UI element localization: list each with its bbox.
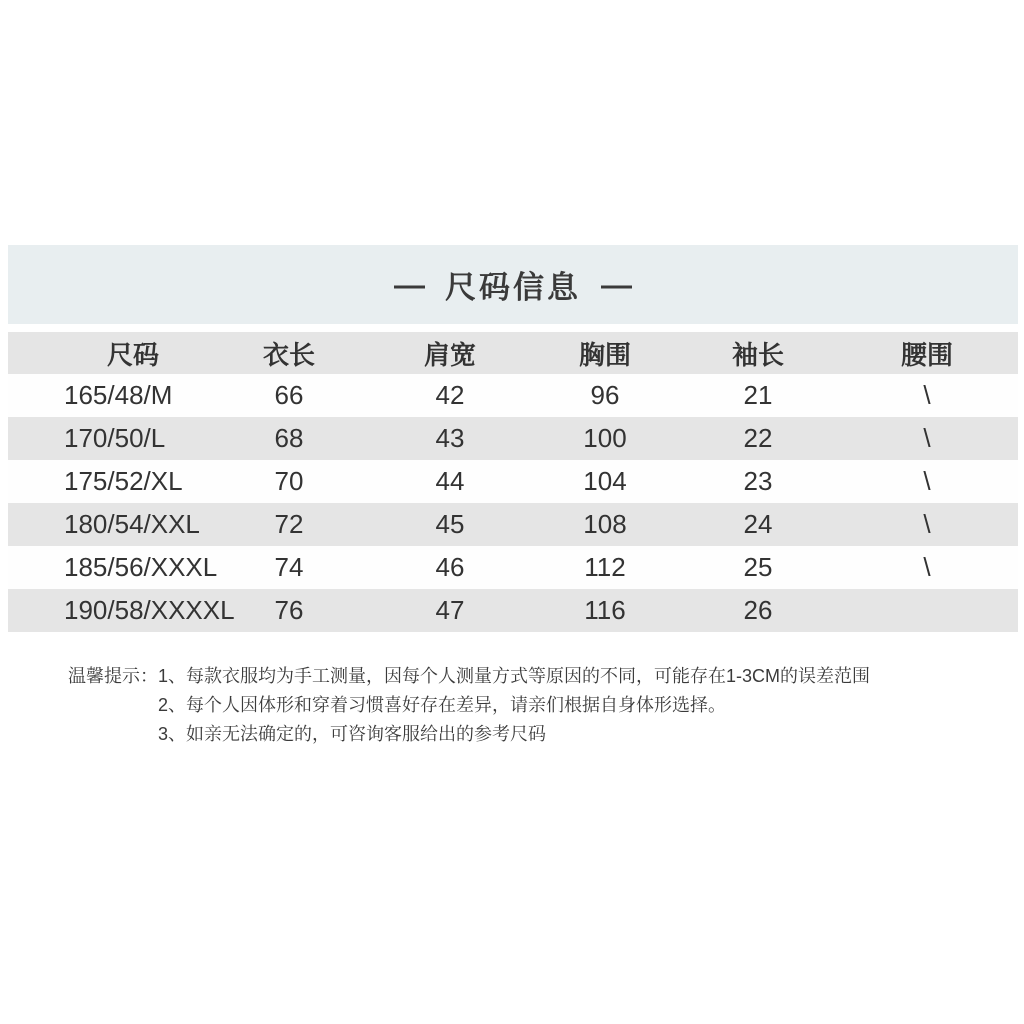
title-dash-right: — [601, 267, 632, 302]
garment-length-cell: 74 [274, 552, 304, 582]
shoulder-width-cell: 45 [435, 509, 465, 539]
garment-length-cell: 72 [274, 509, 304, 539]
warm-tip-item: 3、如亲无法确定的，可咨询客服给出的参考尺码 [158, 724, 547, 744]
column-header-garment-length: 衣长 [262, 339, 315, 370]
warm-tip-item: 1、每款衣服均为手工测量，因每个人测量方式等原因的不同，可能存在1-3CM的误差范围 [158, 666, 871, 686]
size-cell: 165/48/M [64, 380, 173, 410]
page-title: 尺码信息 [445, 270, 581, 305]
warm-tip-item: 2、每个人因体形和穿着习惯喜好存在差异，请亲们根据自身体形选择。 [158, 695, 727, 715]
warm-tips-list [158, 662, 870, 749]
shoulder-width-cell: 42 [435, 380, 465, 410]
shoulder-width-cell: 43 [435, 423, 465, 453]
garment-length-cell: 76 [274, 595, 304, 625]
chest-cell: 100 [583, 423, 627, 453]
title-dash-left: — [394, 267, 425, 302]
size-table [8, 332, 1018, 632]
size-cell: 170/50/L [64, 423, 166, 453]
sleeve-length-cell: 24 [743, 509, 773, 539]
sleeve-length-cell: 23 [743, 466, 773, 496]
chest-cell: 116 [584, 595, 626, 625]
column-header-chest: 胸围 [578, 339, 631, 370]
chest-cell: 104 [583, 466, 627, 496]
waist-cell: \ [923, 552, 931, 582]
shoulder-width-cell: 44 [435, 466, 465, 496]
waist-cell [836, 589, 1018, 632]
chest-cell: 96 [590, 380, 620, 410]
garment-length-cell: 68 [274, 423, 304, 453]
size-cell: 190/58/XXXXL [64, 595, 235, 625]
size-cell: 180/54/XXL [64, 509, 200, 539]
garment-length-cell: 70 [274, 466, 304, 496]
table-header-row [8, 332, 1018, 374]
column-header-sleeve-length: 袖长 [731, 339, 784, 370]
waist-cell: \ [923, 466, 931, 496]
table-row [8, 374, 1018, 417]
title-band [8, 245, 1018, 324]
warm-tips-label: 温馨提示： [68, 666, 158, 686]
column-header-shoulder-width: 肩宽 [423, 339, 476, 370]
garment-length-cell: 66 [274, 380, 304, 410]
warm-tips [8, 662, 1018, 749]
size-cell: 175/52/XL [64, 466, 183, 496]
sleeve-length-cell: 21 [743, 380, 773, 410]
table-row [8, 417, 1018, 460]
size-cell: 185/56/XXXL [64, 552, 218, 582]
waist-cell: \ [923, 423, 931, 453]
column-header-waist: 腰围 [900, 339, 953, 370]
table-row [8, 546, 1018, 589]
sleeve-length-cell: 22 [743, 423, 773, 453]
table-row [8, 503, 1018, 546]
shoulder-width-cell: 46 [435, 552, 465, 582]
sleeve-length-cell: 25 [743, 552, 773, 582]
sleeve-length-cell: 26 [743, 595, 773, 625]
chest-cell: 112 [584, 552, 626, 582]
table-row [8, 460, 1018, 503]
table-row [8, 589, 1018, 632]
waist-cell: \ [923, 380, 931, 410]
shoulder-width-cell: 47 [435, 595, 465, 625]
chest-cell: 108 [583, 509, 627, 539]
size-chart-content [8, 245, 1018, 749]
waist-cell: \ [923, 509, 931, 539]
column-header-size: 尺码 [106, 339, 159, 370]
